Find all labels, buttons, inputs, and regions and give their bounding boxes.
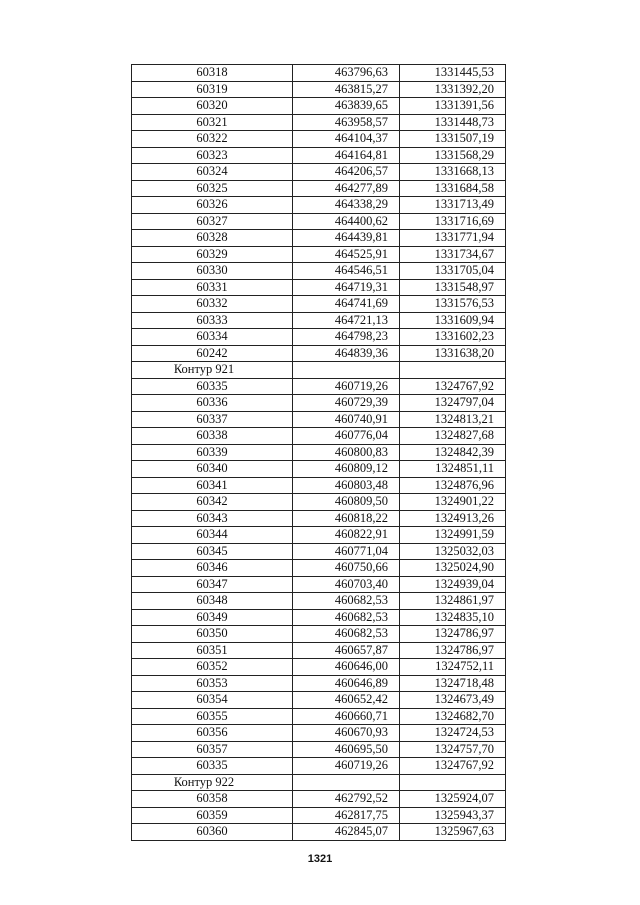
table-row bbox=[132, 164, 506, 181]
table-row bbox=[132, 593, 506, 610]
x-coordinate-cell: 460729,39 bbox=[293, 395, 400, 412]
x-coordinate-cell: 460657,87 bbox=[293, 642, 400, 659]
x-coordinate-cell: 460660,71 bbox=[293, 708, 400, 725]
table-row bbox=[132, 329, 506, 346]
point-id-cell: 60343 bbox=[132, 510, 293, 527]
x-coordinate-cell: 463958,57 bbox=[293, 114, 400, 131]
table-row bbox=[132, 312, 506, 329]
y-coordinate-cell: 1324827,68 bbox=[400, 428, 506, 445]
y-coordinate-cell: 1331668,13 bbox=[400, 164, 506, 181]
y-coordinate-cell: 1331391,56 bbox=[400, 98, 506, 115]
x-coordinate-cell: 464839,36 bbox=[293, 345, 400, 362]
table-row bbox=[132, 692, 506, 709]
y-coordinate-cell: 1324842,39 bbox=[400, 444, 506, 461]
point-id-cell: 60335 bbox=[132, 758, 293, 775]
table-row bbox=[132, 659, 506, 676]
x-coordinate-cell: 463815,27 bbox=[293, 81, 400, 98]
y-coordinate-cell: 1331705,04 bbox=[400, 263, 506, 280]
y-coordinate-cell: 1331392,20 bbox=[400, 81, 506, 98]
point-id-cell: 60326 bbox=[132, 197, 293, 214]
point-id-cell: 60349 bbox=[132, 609, 293, 626]
x-coordinate-cell: 460803,48 bbox=[293, 477, 400, 494]
point-id-cell: 60329 bbox=[132, 246, 293, 263]
x-coordinate-cell: 462845,07 bbox=[293, 824, 400, 841]
point-id-cell: 60321 bbox=[132, 114, 293, 131]
y-coordinate-cell: 1324757,70 bbox=[400, 741, 506, 758]
y-coordinate-cell: 1324682,70 bbox=[400, 708, 506, 725]
y-coordinate-cell: 1331576,53 bbox=[400, 296, 506, 313]
point-id-cell: 60341 bbox=[132, 477, 293, 494]
table-row bbox=[132, 807, 506, 824]
table-row bbox=[132, 444, 506, 461]
point-id-cell: 60356 bbox=[132, 725, 293, 742]
table-row bbox=[132, 98, 506, 115]
x-coordinate-cell: 464546,51 bbox=[293, 263, 400, 280]
point-id-cell: 60348 bbox=[132, 593, 293, 610]
point-id-cell: 60347 bbox=[132, 576, 293, 593]
point-id-cell: 60340 bbox=[132, 461, 293, 478]
y-coordinate-cell: 1324767,92 bbox=[400, 378, 506, 395]
coordinates-table bbox=[131, 64, 506, 841]
x-coordinate-cell: 464741,69 bbox=[293, 296, 400, 313]
table-row bbox=[132, 114, 506, 131]
x-coordinate-cell: 463839,65 bbox=[293, 98, 400, 115]
y-coordinate-cell: 1324718,48 bbox=[400, 675, 506, 692]
x-coordinate-cell: 460695,50 bbox=[293, 741, 400, 758]
y-coordinate-cell: 1331713,49 bbox=[400, 197, 506, 214]
y-coordinate-cell: 1331684,58 bbox=[400, 180, 506, 197]
point-id-cell: 60357 bbox=[132, 741, 293, 758]
x-coordinate-cell: 460740,91 bbox=[293, 411, 400, 428]
point-id-cell: 60353 bbox=[132, 675, 293, 692]
point-id-cell: 60360 bbox=[132, 824, 293, 841]
table-row bbox=[132, 395, 506, 412]
x-coordinate-cell: 460800,83 bbox=[293, 444, 400, 461]
table-row bbox=[132, 65, 506, 82]
y-coordinate-cell: 1325967,63 bbox=[400, 824, 506, 841]
table-row bbox=[132, 576, 506, 593]
point-id-cell: 60327 bbox=[132, 213, 293, 230]
x-coordinate-cell: 464104,37 bbox=[293, 131, 400, 148]
y-coordinate-cell: 1324991,59 bbox=[400, 527, 506, 544]
y-coordinate-cell: 1331609,94 bbox=[400, 312, 506, 329]
point-id-cell: 60354 bbox=[132, 692, 293, 709]
point-id-cell: 60337 bbox=[132, 411, 293, 428]
point-id-cell: 60338 bbox=[132, 428, 293, 445]
point-id-cell: 60346 bbox=[132, 560, 293, 577]
x-coordinate-cell: 460809,50 bbox=[293, 494, 400, 511]
x-coordinate-cell: 460822,91 bbox=[293, 527, 400, 544]
point-id-cell: 60358 bbox=[132, 791, 293, 808]
y-coordinate-cell: 1324861,97 bbox=[400, 593, 506, 610]
contour-header-row bbox=[132, 362, 506, 379]
x-coordinate-cell: 460670,93 bbox=[293, 725, 400, 742]
table-row bbox=[132, 131, 506, 148]
table-row bbox=[132, 230, 506, 247]
y-coordinate-cell: 1324673,49 bbox=[400, 692, 506, 709]
table-row bbox=[132, 213, 506, 230]
y-coordinate-cell: 1331568,29 bbox=[400, 147, 506, 164]
table-row bbox=[132, 461, 506, 478]
point-id-cell: 60323 bbox=[132, 147, 293, 164]
table-row bbox=[132, 180, 506, 197]
y-coordinate-cell: 1331548,97 bbox=[400, 279, 506, 296]
empty-cell bbox=[400, 362, 506, 379]
table-row bbox=[132, 279, 506, 296]
point-id-cell: 60350 bbox=[132, 626, 293, 643]
y-coordinate-cell: 1331638,20 bbox=[400, 345, 506, 362]
table-row bbox=[132, 791, 506, 808]
table-row bbox=[132, 824, 506, 841]
y-coordinate-cell: 1324813,21 bbox=[400, 411, 506, 428]
x-coordinate-cell: 464277,89 bbox=[293, 180, 400, 197]
x-coordinate-cell: 464338,29 bbox=[293, 197, 400, 214]
table-row bbox=[132, 708, 506, 725]
x-coordinate-cell: 463796,63 bbox=[293, 65, 400, 82]
y-coordinate-cell: 1325024,90 bbox=[400, 560, 506, 577]
y-coordinate-cell: 1331507,19 bbox=[400, 131, 506, 148]
y-coordinate-cell: 1325943,37 bbox=[400, 807, 506, 824]
point-id-cell: 60324 bbox=[132, 164, 293, 181]
table-row bbox=[132, 411, 506, 428]
point-id-cell: 60330 bbox=[132, 263, 293, 280]
contour-header-row bbox=[132, 774, 506, 791]
table-row bbox=[132, 345, 506, 362]
empty-cell bbox=[400, 774, 506, 791]
y-coordinate-cell: 1324786,97 bbox=[400, 626, 506, 643]
page-number: 1321 bbox=[307, 853, 333, 865]
point-id-cell: 60318 bbox=[132, 65, 293, 82]
table-row bbox=[132, 246, 506, 263]
x-coordinate-cell: 460750,66 bbox=[293, 560, 400, 577]
table-row bbox=[132, 675, 506, 692]
x-coordinate-cell: 464798,23 bbox=[293, 329, 400, 346]
table-row bbox=[132, 494, 506, 511]
y-coordinate-cell: 1331771,94 bbox=[400, 230, 506, 247]
point-id-cell: 60242 bbox=[132, 345, 293, 362]
y-coordinate-cell: 1324767,92 bbox=[400, 758, 506, 775]
point-id-cell: 60342 bbox=[132, 494, 293, 511]
table-row bbox=[132, 741, 506, 758]
y-coordinate-cell: 1324939,04 bbox=[400, 576, 506, 593]
table-row bbox=[132, 609, 506, 626]
x-coordinate-cell: 460719,26 bbox=[293, 758, 400, 775]
empty-cell bbox=[293, 362, 400, 379]
x-coordinate-cell: 460646,89 bbox=[293, 675, 400, 692]
x-coordinate-cell: 464164,81 bbox=[293, 147, 400, 164]
y-coordinate-cell: 1324876,96 bbox=[400, 477, 506, 494]
y-coordinate-cell: 1324797,04 bbox=[400, 395, 506, 412]
x-coordinate-cell: 460652,42 bbox=[293, 692, 400, 709]
x-coordinate-cell: 460646,00 bbox=[293, 659, 400, 676]
point-id-cell: 60325 bbox=[132, 180, 293, 197]
y-coordinate-cell: 1325924,07 bbox=[400, 791, 506, 808]
x-coordinate-cell: 464721,13 bbox=[293, 312, 400, 329]
y-coordinate-cell: 1324851,11 bbox=[400, 461, 506, 478]
point-id-cell: 60320 bbox=[132, 98, 293, 115]
table-row bbox=[132, 626, 506, 643]
point-id-cell: 60334 bbox=[132, 329, 293, 346]
point-id-cell: 60351 bbox=[132, 642, 293, 659]
table-row bbox=[132, 296, 506, 313]
point-id-cell: 60352 bbox=[132, 659, 293, 676]
y-coordinate-cell: 1331734,67 bbox=[400, 246, 506, 263]
x-coordinate-cell: 460703,40 bbox=[293, 576, 400, 593]
x-coordinate-cell: 460809,12 bbox=[293, 461, 400, 478]
x-coordinate-cell: 460682,53 bbox=[293, 609, 400, 626]
y-coordinate-cell: 1331716,69 bbox=[400, 213, 506, 230]
x-coordinate-cell: 464206,57 bbox=[293, 164, 400, 181]
point-id-cell: 60322 bbox=[132, 131, 293, 148]
y-coordinate-cell: 1331445,53 bbox=[400, 65, 506, 82]
x-coordinate-cell: 464439,81 bbox=[293, 230, 400, 247]
point-id-cell: 60336 bbox=[132, 395, 293, 412]
x-coordinate-cell: 464400,62 bbox=[293, 213, 400, 230]
coordinates-table-body bbox=[132, 65, 506, 841]
y-coordinate-cell: 1324835,10 bbox=[400, 609, 506, 626]
x-coordinate-cell: 460776,04 bbox=[293, 428, 400, 445]
table-row bbox=[132, 147, 506, 164]
x-coordinate-cell: 462817,75 bbox=[293, 807, 400, 824]
table-row bbox=[132, 263, 506, 280]
point-id-cell: 60355 bbox=[132, 708, 293, 725]
point-id-cell: 60359 bbox=[132, 807, 293, 824]
point-id-cell: 60344 bbox=[132, 527, 293, 544]
y-coordinate-cell: 1331448,73 bbox=[400, 114, 506, 131]
table-row bbox=[132, 527, 506, 544]
x-coordinate-cell: 462792,52 bbox=[293, 791, 400, 808]
point-id-cell: 60339 bbox=[132, 444, 293, 461]
table-row bbox=[132, 428, 506, 445]
table-row bbox=[132, 477, 506, 494]
table-row bbox=[132, 758, 506, 775]
x-coordinate-cell: 460682,53 bbox=[293, 626, 400, 643]
y-coordinate-cell: 1325032,03 bbox=[400, 543, 506, 560]
x-coordinate-cell: 460818,22 bbox=[293, 510, 400, 527]
table-row bbox=[132, 725, 506, 742]
point-id-cell: 60335 bbox=[132, 378, 293, 395]
table-row bbox=[132, 543, 506, 560]
point-id-cell: 60328 bbox=[132, 230, 293, 247]
point-id-cell: 60319 bbox=[132, 81, 293, 98]
point-id-cell: 60333 bbox=[132, 312, 293, 329]
x-coordinate-cell: 460682,53 bbox=[293, 593, 400, 610]
point-id-cell: 60331 bbox=[132, 279, 293, 296]
point-id-cell: 60345 bbox=[132, 543, 293, 560]
table-row bbox=[132, 642, 506, 659]
x-coordinate-cell: 464525,91 bbox=[293, 246, 400, 263]
table-row bbox=[132, 197, 506, 214]
table-row bbox=[132, 510, 506, 527]
y-coordinate-cell: 1324724,53 bbox=[400, 725, 506, 742]
y-coordinate-cell: 1324752,11 bbox=[400, 659, 506, 676]
x-coordinate-cell: 460771,04 bbox=[293, 543, 400, 560]
y-coordinate-cell: 1324786,97 bbox=[400, 642, 506, 659]
y-coordinate-cell: 1324901,22 bbox=[400, 494, 506, 511]
point-id-cell: 60332 bbox=[132, 296, 293, 313]
table-row bbox=[132, 378, 506, 395]
y-coordinate-cell: 1331602,23 bbox=[400, 329, 506, 346]
x-coordinate-cell: 460719,26 bbox=[293, 378, 400, 395]
contour-label: Контур 922 bbox=[132, 774, 293, 791]
y-coordinate-cell: 1324913,26 bbox=[400, 510, 506, 527]
table-row bbox=[132, 81, 506, 98]
empty-cell bbox=[293, 774, 400, 791]
contour-label: Контур 921 bbox=[132, 362, 293, 379]
table-row bbox=[132, 560, 506, 577]
x-coordinate-cell: 464719,31 bbox=[293, 279, 400, 296]
